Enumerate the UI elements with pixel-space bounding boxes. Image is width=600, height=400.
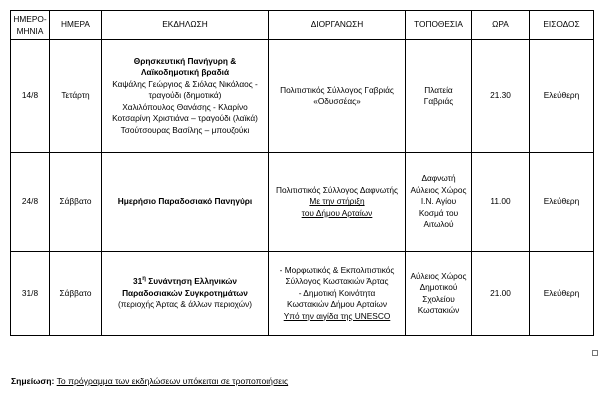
event-title: $31^\eta$ Συνάντηση Ελληνικών [133, 276, 237, 287]
event-line: Τσούτσουρας Βασίλης – μπουζούκι [120, 124, 250, 135]
cell-time: 11.00 [472, 153, 530, 252]
header-time: ΩΡΑ [472, 11, 530, 40]
cell-day: Σάββατο [50, 252, 102, 336]
organizer-line: «Οδυσσέας» [313, 96, 361, 106]
event-line: Καψάλης Γεώργιος & Σιόλας Νικόλαος - [112, 78, 258, 89]
cell-entry: Ελεύθερη [530, 40, 594, 153]
table-resize-handle[interactable] [592, 350, 598, 356]
header-date: ΗΜΕΡΟ- ΜΗΝΙΑ [11, 11, 50, 40]
cell-event [102, 153, 269, 252]
event-line: Κοτσαρίνη Χριστιάνα – τραγούδι (λαϊκά) [112, 113, 258, 124]
cell-event [102, 40, 269, 153]
cell-date: 14/8 [11, 40, 50, 153]
table-row [11, 40, 594, 153]
cell-day: Σάββατο [50, 153, 102, 252]
event-title: Ημερήσιο Παραδοσιακό Πανηγύρι [117, 196, 253, 207]
location-line: Αύλειος Χώρος [410, 270, 467, 281]
organizer-line: Πολιτιστικός Σύλλογος Δαφνωτής [276, 184, 398, 195]
location-line: Δημοτικού [419, 282, 458, 293]
organizer-line: Κωστακιών Δήμου Αρταίων [287, 299, 387, 310]
cell-location [406, 252, 472, 336]
events-table [10, 10, 594, 336]
location-line: Κοσμά του [418, 207, 459, 218]
note-text: Το πρόγραμμα των εκδηλώσεων υπόκειται σε τροποποιήσεις [56, 376, 289, 386]
cell-date: 31/8 [11, 252, 50, 336]
cell-time: 21.30 [472, 40, 530, 153]
location-line: Γαβριάς [423, 96, 454, 106]
table-row [11, 252, 594, 336]
event-line: τραγούδι (δημοτικά) [148, 90, 222, 101]
organizer-support: του Δήμου Αρταίων [301, 207, 373, 218]
note-label: Σημείωση: [11, 376, 55, 386]
organizer-line: - Δημοτική Κοινότητα [298, 287, 376, 298]
cell-date: 24/8 [11, 153, 50, 252]
event-line: Χαλιλόπουλος Θανάσης - Κλαρίνο [122, 101, 248, 112]
table-row [11, 153, 594, 252]
organizer-line: Σύλλογος Κωστακιών Άρτας [285, 276, 389, 287]
cell-organizer [269, 153, 406, 252]
cell-day: Τετάρτη [50, 40, 102, 153]
location-line: Σχολείου [422, 293, 455, 304]
header-organizer: ΔΙΟΡΓΑΝΩΣΗ [269, 11, 406, 40]
location-line: Δαφνωτή [421, 173, 456, 184]
header-day: ΗΜΕΡΑ [50, 11, 102, 40]
event-title: Θρησκευτική Πανήγυρη & [133, 56, 237, 67]
header-event: ΕΚΔΗΛΩΣΗ [102, 11, 269, 40]
location-line: Ι.Ν. Αγίου [420, 196, 457, 207]
event-title: Λαϊκοδημοτική βραδιά [140, 67, 230, 78]
header-row [11, 11, 594, 40]
cell-event [102, 252, 269, 336]
organizer-line: Πολιτιστικός Σύλλογος Γαβριάς [280, 84, 394, 95]
location-line: Αύλειος Χώρος [410, 184, 467, 195]
header-location: ΤΟΠΟΘΕΣΙΑ [406, 11, 472, 40]
cell-entry: Ελεύθερη [530, 153, 594, 252]
cell-organizer [269, 40, 406, 153]
header-entry: ΕΙΣΟΔΟΣ [530, 11, 594, 40]
cell-entry: Ελεύθερη [530, 252, 594, 336]
location-line: Πλατεία [424, 84, 453, 95]
event-title: Παραδοσιακών Συγκροτημάτων [122, 287, 248, 298]
location-line: Κωστακιών [417, 304, 460, 315]
cell-location [406, 153, 472, 252]
organizer-support: Με την στήριξη [309, 196, 365, 207]
location-line: Αιτωλού [423, 219, 454, 230]
footnote [11, 376, 288, 387]
cell-organizer [269, 252, 406, 336]
organizer-unesco: Υπό την αιγίδα της UNESCO [283, 310, 391, 321]
event-note: (περιοχής Άρτας & άλλων περιοχών) [118, 299, 252, 310]
cell-location [406, 40, 472, 153]
cell-time: 21.00 [472, 252, 530, 336]
organizer-line: - Μορφωτικός & Εκπολιτιστικός [279, 264, 395, 275]
